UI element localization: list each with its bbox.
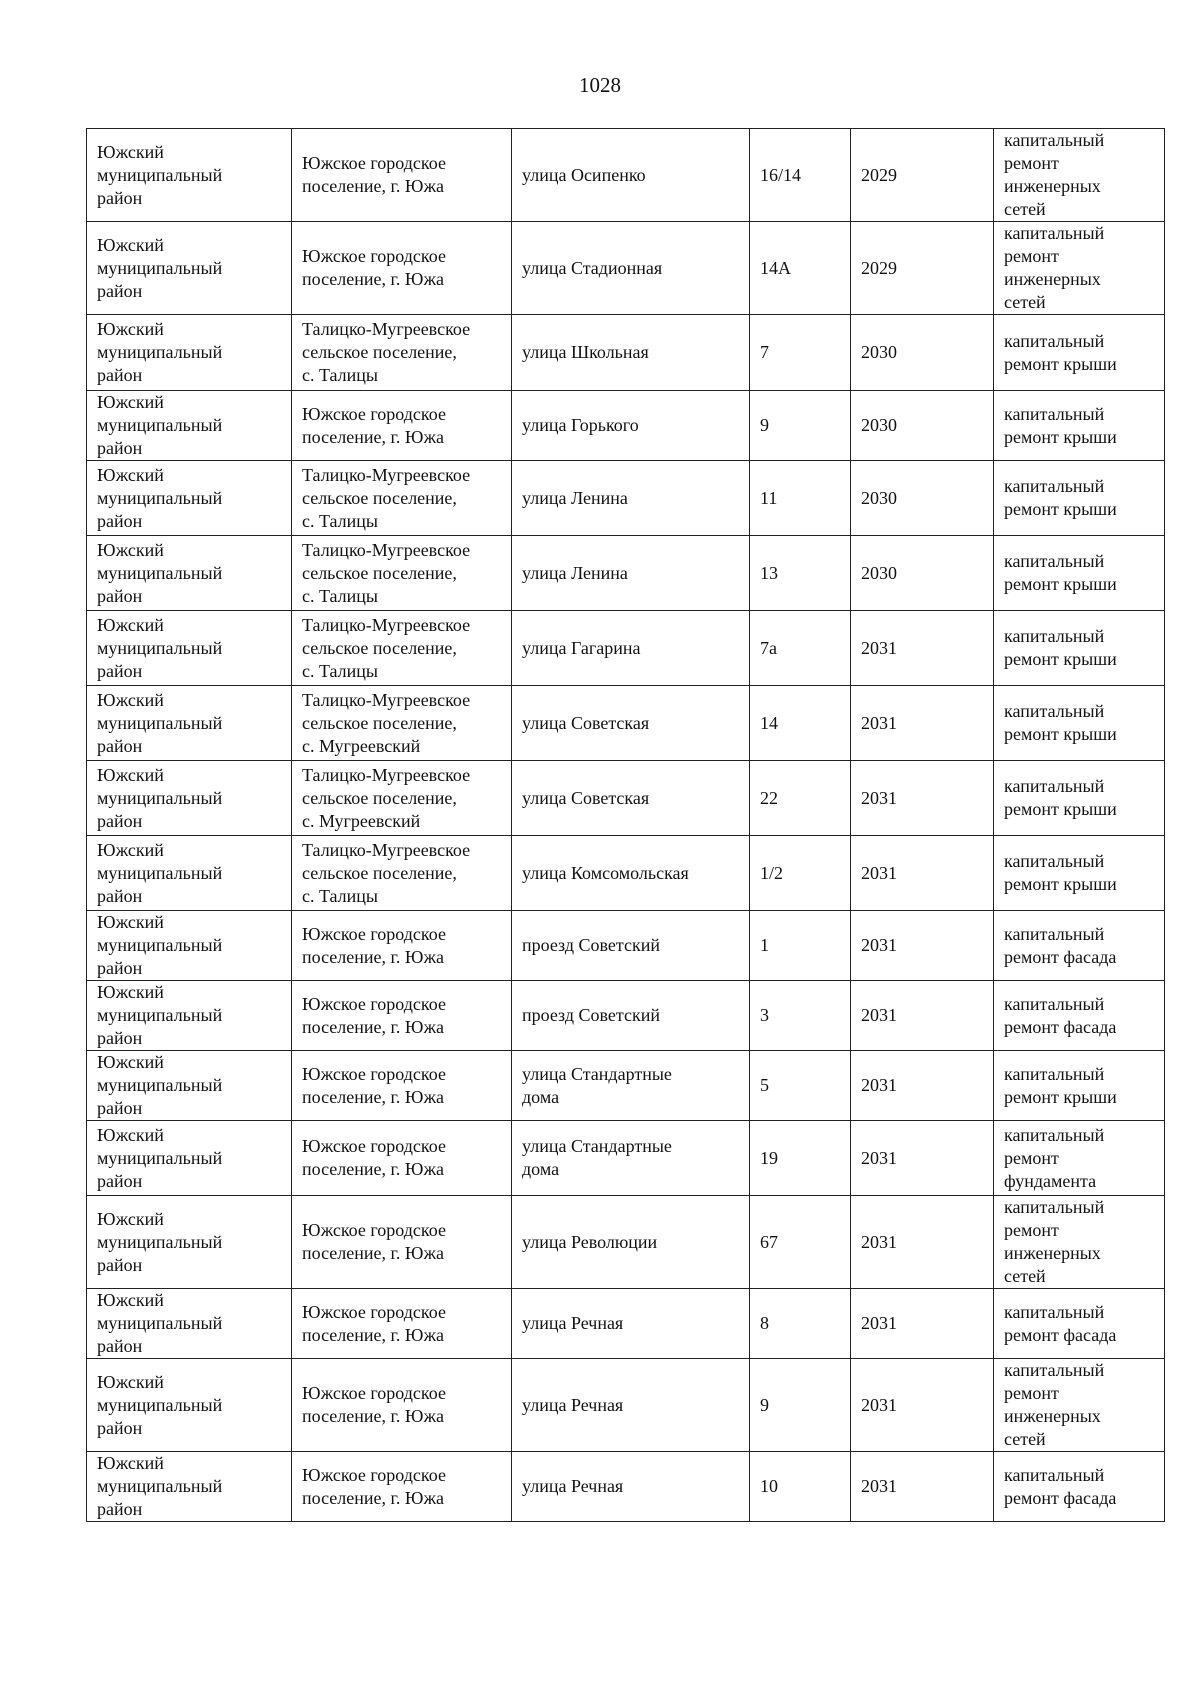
work-type-cell: капитальный ремонт фасада <box>994 981 1165 1051</box>
district-cell: Южский муниципальный район <box>87 911 292 981</box>
table-row <box>87 611 1165 686</box>
settlement-cell: Южское городское поселение, г. Южа <box>292 1289 512 1359</box>
table-row <box>87 222 1165 315</box>
settlement-cell: Талицко-Мугреевское сельское поселение, с. Талицы <box>292 461 512 536</box>
house-number-cell: 1 <box>750 911 851 981</box>
table-row <box>87 761 1165 836</box>
street-cell: улица Ленина <box>512 461 750 536</box>
district-cell: Южский муниципальный район <box>87 761 292 836</box>
year-cell: 2031 <box>851 1196 994 1289</box>
district-cell: Южский муниципальный район <box>87 1452 292 1522</box>
district-cell: Южский муниципальный район <box>87 391 292 461</box>
house-number-cell: 10 <box>750 1452 851 1522</box>
street-cell: улица Речная <box>512 1359 750 1452</box>
house-number-cell: 16/14 <box>750 129 851 222</box>
house-number-cell: 8 <box>750 1289 851 1359</box>
district-cell: Южский муниципальный район <box>87 1289 292 1359</box>
settlement-cell: Южское городское поселение, г. Южа <box>292 222 512 315</box>
year-cell: 2031 <box>851 611 994 686</box>
district-cell: Южский муниципальный район <box>87 611 292 686</box>
district-cell: Южский муниципальный район <box>87 1121 292 1196</box>
year-cell: 2030 <box>851 461 994 536</box>
table-row <box>87 1452 1165 1522</box>
year-cell: 2031 <box>851 981 994 1051</box>
table-row <box>87 461 1165 536</box>
table-body <box>87 129 1165 1522</box>
year-cell: 2029 <box>851 222 994 315</box>
settlement-cell: Южское городское поселение, г. Южа <box>292 129 512 222</box>
work-type-cell: капитальный ремонт инженерных сетей <box>994 1359 1165 1452</box>
year-cell: 2030 <box>851 391 994 461</box>
settlement-cell: Южское городское поселение, г. Южа <box>292 391 512 461</box>
work-type-cell: капитальный ремонт крыши <box>994 536 1165 611</box>
house-number-cell: 13 <box>750 536 851 611</box>
settlement-cell: Южское городское поселение, г. Южа <box>292 1121 512 1196</box>
street-cell: улица Стадионная <box>512 222 750 315</box>
street-cell: улица Ленина <box>512 536 750 611</box>
table-row <box>87 129 1165 222</box>
page-number: 1028 <box>579 73 621 97</box>
work-type-cell: капитальный ремонт крыши <box>994 461 1165 536</box>
district-cell: Южский муниципальный район <box>87 536 292 611</box>
work-type-cell: капитальный ремонт фасада <box>994 1289 1165 1359</box>
district-cell: Южский муниципальный район <box>87 1359 292 1452</box>
settlement-cell: Южское городское поселение, г. Южа <box>292 1452 512 1522</box>
work-type-cell: капитальный ремонт крыши <box>994 1051 1165 1121</box>
district-cell: Южский муниципальный район <box>87 129 292 222</box>
work-type-cell: капитальный ремонт фасада <box>994 1452 1165 1522</box>
house-number-cell: 5 <box>750 1051 851 1121</box>
house-number-cell: 3 <box>750 981 851 1051</box>
street-cell: улица Стандартные дома <box>512 1051 750 1121</box>
district-cell: Южский муниципальный район <box>87 315 292 391</box>
house-number-cell: 7 <box>750 315 851 391</box>
table-row <box>87 1289 1165 1359</box>
work-type-cell: капитальный ремонт крыши <box>994 315 1165 391</box>
settlement-cell: Южское городское поселение, г. Южа <box>292 911 512 981</box>
house-number-cell: 11 <box>750 461 851 536</box>
street-cell: улица Советская <box>512 761 750 836</box>
street-cell: улица Гагарина <box>512 611 750 686</box>
work-type-cell: капитальный ремонт крыши <box>994 391 1165 461</box>
house-number-cell: 9 <box>750 391 851 461</box>
work-type-cell: капитальный ремонт крыши <box>994 611 1165 686</box>
settlement-cell: Южское городское поселение, г. Южа <box>292 981 512 1051</box>
year-cell: 2031 <box>851 1051 994 1121</box>
district-cell: Южский муниципальный район <box>87 1051 292 1121</box>
district-cell: Южский муниципальный район <box>87 686 292 761</box>
district-cell: Южский муниципальный район <box>87 981 292 1051</box>
work-type-cell: капитальный ремонт инженерных сетей <box>994 1196 1165 1289</box>
year-cell: 2031 <box>851 836 994 911</box>
settlement-cell: Южское городское поселение, г. Южа <box>292 1196 512 1289</box>
house-number-cell: 9 <box>750 1359 851 1452</box>
table-row <box>87 1121 1165 1196</box>
street-cell: улица Советская <box>512 686 750 761</box>
street-cell: улица Школьная <box>512 315 750 391</box>
house-number-cell: 1/2 <box>750 836 851 911</box>
street-cell: проезд Советский <box>512 911 750 981</box>
settlement-cell: Талицко-Мугреевское сельское поселение, с. Талицы <box>292 836 512 911</box>
table-row <box>87 1359 1165 1452</box>
house-number-cell: 19 <box>750 1121 851 1196</box>
settlement-cell: Талицко-Мугреевское сельское поселение, с. Мугреевский <box>292 686 512 761</box>
settlement-cell: Южское городское поселение, г. Южа <box>292 1051 512 1121</box>
street-cell: улица Стандартные дома <box>512 1121 750 1196</box>
year-cell: 2031 <box>851 1121 994 1196</box>
street-cell: улица Комсомольская <box>512 836 750 911</box>
house-number-cell: 14А <box>750 222 851 315</box>
work-type-cell: капитальный ремонт фасада <box>994 911 1165 981</box>
work-type-cell: капитальный ремонт инженерных сетей <box>994 129 1165 222</box>
house-number-cell: 67 <box>750 1196 851 1289</box>
street-cell: улица Революции <box>512 1196 750 1289</box>
settlement-cell: Талицко-Мугреевское сельское поселение, с. Талицы <box>292 536 512 611</box>
table-row <box>87 981 1165 1051</box>
house-number-cell: 14 <box>750 686 851 761</box>
repair-schedule-table <box>86 128 1165 1522</box>
table-row <box>87 391 1165 461</box>
district-cell: Южский муниципальный район <box>87 222 292 315</box>
year-cell: 2031 <box>851 761 994 836</box>
district-cell: Южский муниципальный район <box>87 836 292 911</box>
work-type-cell: капитальный ремонт фундамента <box>994 1121 1165 1196</box>
year-cell: 2031 <box>851 1359 994 1452</box>
table-row <box>87 686 1165 761</box>
street-cell: улица Речная <box>512 1289 750 1359</box>
work-type-cell: капитальный ремонт инженерных сетей <box>994 222 1165 315</box>
work-type-cell: капитальный ремонт крыши <box>994 836 1165 911</box>
street-cell: улица Горького <box>512 391 750 461</box>
settlement-cell: Талицко-Мугреевское сельское поселение, с. Талицы <box>292 315 512 391</box>
table-row <box>87 536 1165 611</box>
house-number-cell: 22 <box>750 761 851 836</box>
table-row <box>87 315 1165 391</box>
work-type-cell: капитальный ремонт крыши <box>994 761 1165 836</box>
year-cell: 2030 <box>851 536 994 611</box>
year-cell: 2031 <box>851 1289 994 1359</box>
district-cell: Южский муниципальный район <box>87 461 292 536</box>
street-cell: улица Осипенко <box>512 129 750 222</box>
work-type-cell: капитальный ремонт крыши <box>994 686 1165 761</box>
year-cell: 2030 <box>851 315 994 391</box>
table-row <box>87 1196 1165 1289</box>
table-row <box>87 911 1165 981</box>
table-row <box>87 836 1165 911</box>
year-cell: 2031 <box>851 686 994 761</box>
street-cell: проезд Советский <box>512 981 750 1051</box>
year-cell: 2029 <box>851 129 994 222</box>
table-row <box>87 1051 1165 1121</box>
settlement-cell: Южское городское поселение, г. Южа <box>292 1359 512 1452</box>
settlement-cell: Талицко-Мугреевское сельское поселение, с. Талицы <box>292 611 512 686</box>
district-cell: Южский муниципальный район <box>87 1196 292 1289</box>
year-cell: 2031 <box>851 911 994 981</box>
house-number-cell: 7а <box>750 611 851 686</box>
settlement-cell: Талицко-Мугреевское сельское поселение, с. Мугреевский <box>292 761 512 836</box>
year-cell: 2031 <box>851 1452 994 1522</box>
street-cell: улица Речная <box>512 1452 750 1522</box>
